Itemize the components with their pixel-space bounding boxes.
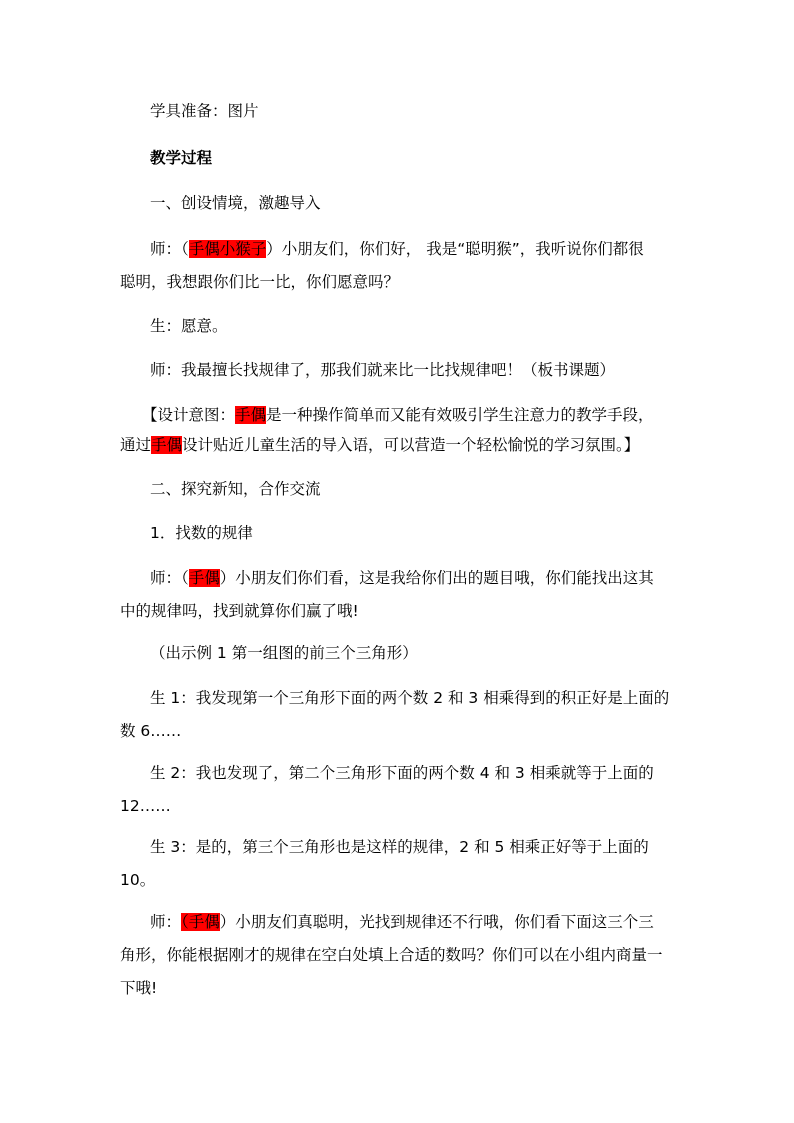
text-span: 是一种操作简单而又能有效吸引学生注意力的教学手段， — [266, 406, 654, 424]
paragraph-show-example: （出示例 1 第一组图的前三个三角形） — [150, 644, 418, 662]
highlight-span: （手偶 — [181, 913, 220, 931]
text-span: 【设计意图： — [142, 406, 236, 424]
paragraph-line: 12…… — [120, 797, 171, 815]
text-span: ）小朋友们真聪明，光找到规律还不行哦，你们看下面这三个三 — [219, 913, 654, 931]
paragraph-line — [120, 565, 680, 592]
paragraph-design-intent — [120, 402, 680, 459]
highlight-span: 手偶 — [151, 436, 183, 454]
paragraph-teacher-topic: 师：我最擅长找规律了，那我们就来比一比找规律吧！（板书课题） — [150, 361, 616, 379]
section-heading-1: 一、创设情境，激趣导入 — [150, 194, 321, 212]
paragraph-teacher-task — [120, 909, 680, 1002]
paragraph-student-1 — [120, 685, 680, 745]
highlight-span: 手偶 — [235, 406, 267, 424]
paragraph-line: 生 2：我也发现了，第二个三角形下面的两个数 4 和 3 相乘就等于上面的 — [150, 764, 654, 782]
text-span: ）小朋友们你们看，这是我给你们出的题目哦，你们能找出这其 — [219, 569, 654, 587]
paragraph-line — [120, 236, 680, 263]
text-span: ）小朋友们，你们好， 我是“聪明猴”，我听说你们都很 — [266, 240, 644, 258]
paragraph-line — [120, 402, 680, 429]
heading-teaching-process: 教学过程 — [150, 149, 213, 167]
text-span: 师： — [150, 913, 182, 931]
paragraph-line: 中的规律吗，找到就算你们赢了哦! — [120, 602, 359, 620]
paragraph-line: 数 6…… — [120, 722, 182, 740]
paragraph-teacher-question — [120, 565, 680, 625]
paragraph-line: 下哦! — [120, 979, 158, 997]
paragraph-line — [120, 909, 680, 936]
paragraph-line: 聪明，我想跟你们比一比，你们愿意吗？ — [120, 273, 400, 291]
text-span: 设计贴近儿童生活的导入语，可以营造一个轻松愉悦的学习氛围。】 — [182, 436, 640, 454]
paragraph-teacher-intro — [120, 236, 680, 296]
paragraph-student-2 — [120, 760, 680, 820]
section-heading-2: 二、探究新知，合作交流 — [150, 480, 321, 498]
highlight-span: 手偶小猴子 — [188, 240, 267, 258]
paragraph-line: 角形，你能根据刚才的规律在空白处填上合适的数吗？你们可以在小组内商量一 — [120, 946, 663, 964]
paragraph-materials: 学具准备：图片 — [150, 102, 259, 120]
highlight-span: 手偶 — [188, 569, 220, 587]
paragraph-line: 10。 — [120, 871, 156, 889]
paragraph-student-reply: 生：愿意。 — [150, 317, 228, 335]
paragraph-line: 生 3：是的，第三个三角形也是这样的规律，2 和 5 相乘正好等于上面的 — [150, 838, 649, 856]
subsection-heading-1: 1．找数的规律 — [150, 524, 253, 542]
text-span: 师：（ — [150, 240, 189, 258]
paragraph-line: 生 1：我发现第一个三角形下面的两个数 2 和 3 相乘得到的积正好是上面的 — [150, 689, 670, 707]
paragraph-line — [120, 432, 680, 459]
text-span: 师：（ — [150, 569, 189, 587]
text-span: 通过 — [120, 436, 152, 454]
paragraph-student-3 — [120, 834, 680, 894]
